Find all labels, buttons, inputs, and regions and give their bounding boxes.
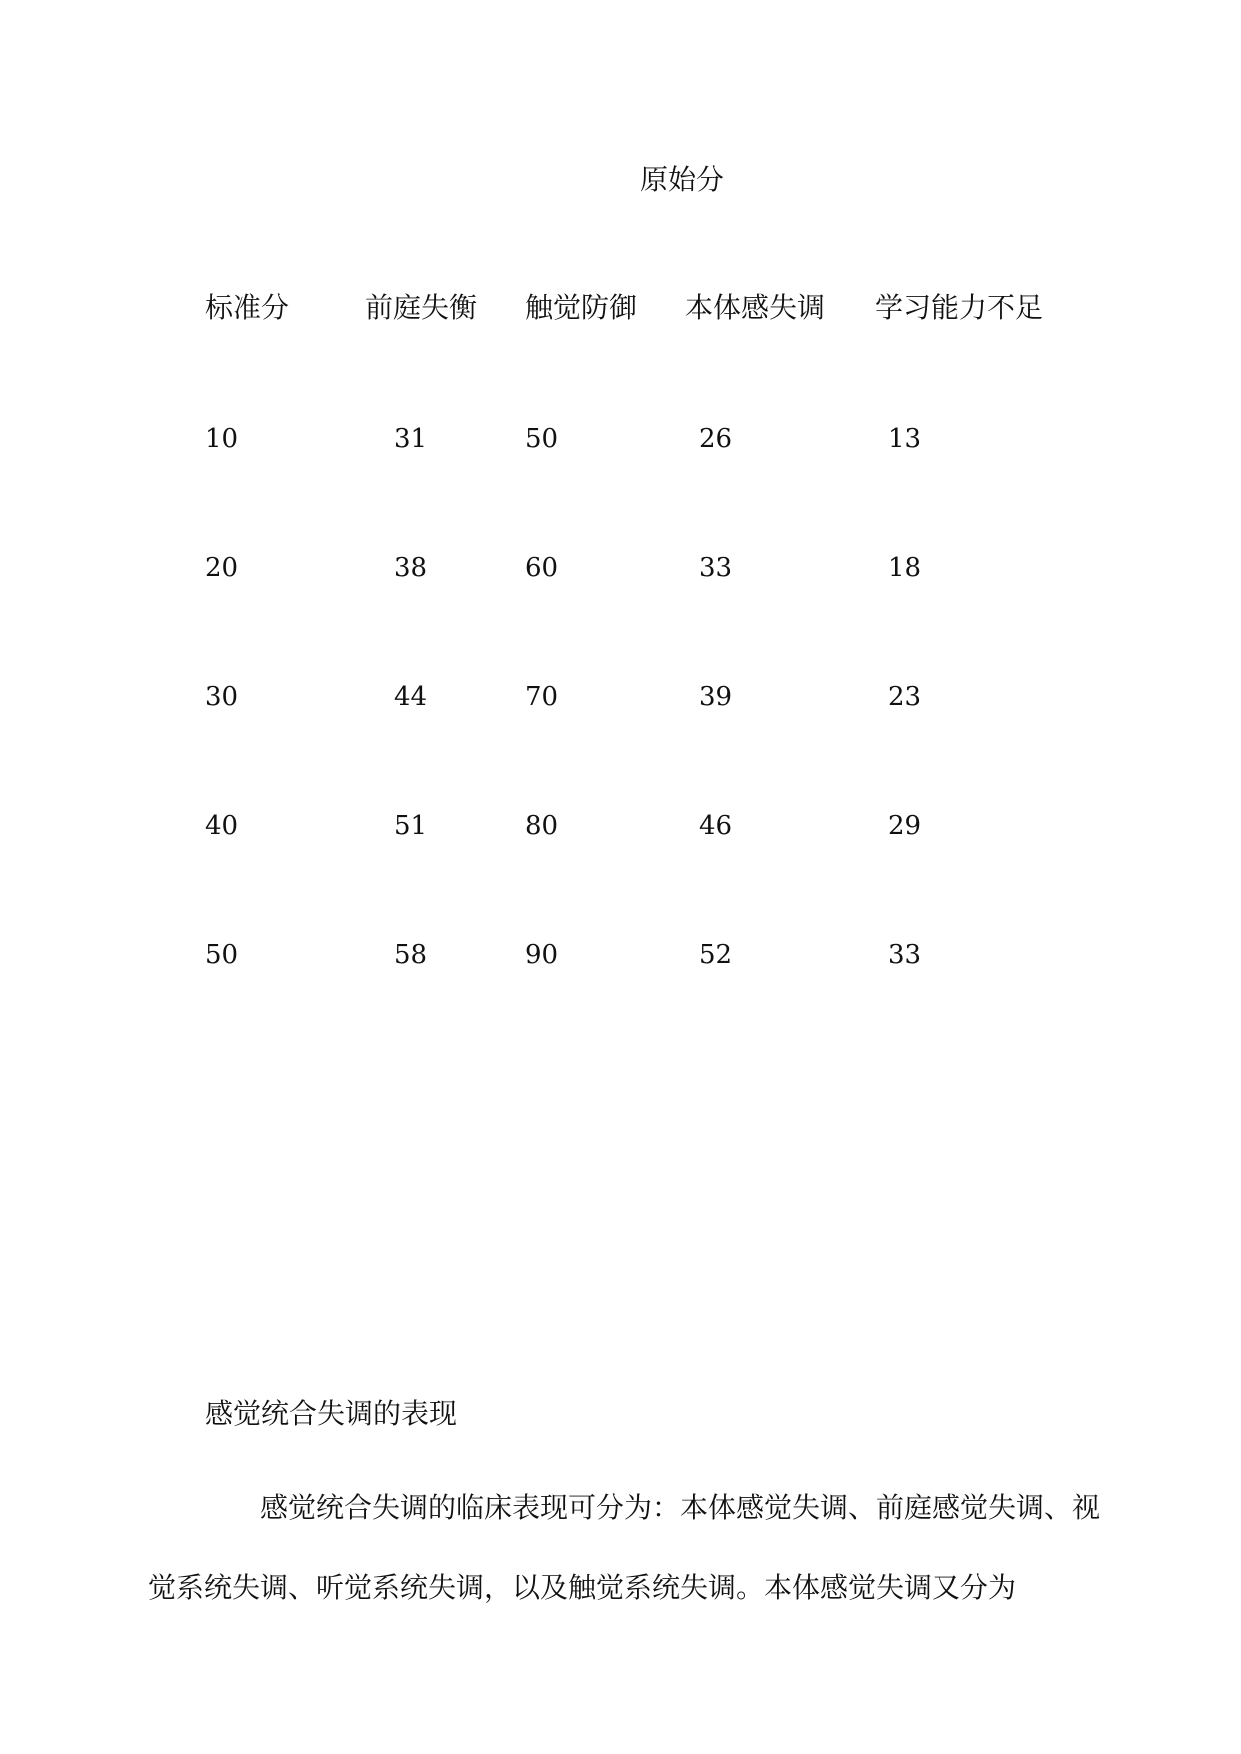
table-cell: 70 [525,682,559,712]
table-cell: 46 [699,811,733,841]
header-proprioceptive-disorder: 本体感失调 [685,291,826,324]
table-cell: 40 [205,811,239,841]
table-cell: 39 [699,682,733,712]
table-cell: 51 [394,811,428,841]
table-cell: 30 [205,682,239,712]
body-paragraph: 感觉统合失调的临床表现可分为：本体感觉失调、前庭感觉失调、视觉系统失调、听觉系统失调，以及触觉系统失调。本体感觉失调又分为 [148,1491,1101,1604]
table-cell: 20 [205,553,239,583]
table-row [0,804,1241,848]
table-row [0,417,1241,461]
table-row [0,675,1241,719]
table-cell: 18 [888,553,922,583]
table-cell: 13 [888,424,922,454]
table-cell: 10 [205,424,239,454]
table-cell: 38 [394,553,428,583]
table-cell: 80 [525,811,559,841]
table-cell: 90 [525,940,559,970]
table-cell: 23 [888,682,922,712]
table-cell: 31 [394,424,428,454]
header-learning-disability: 学习能力不足 [875,291,1044,324]
table-cell: 52 [699,940,733,970]
table-cell: 33 [888,940,922,970]
table-cell: 50 [525,424,559,454]
table-row [0,933,1241,977]
table-cell: 29 [888,811,922,841]
table-cell: 44 [394,682,428,712]
table-cell: 50 [205,940,239,970]
table-caption: 原始分 [640,163,725,196]
table-header-row [0,286,1241,330]
header-tactile-defensiveness: 触觉防御 [525,291,638,324]
header-standard-score: 标准分 [205,291,290,324]
table-cell: 26 [699,424,733,454]
header-vestibular-imbalance: 前庭失衡 [365,291,478,324]
table-cell: 58 [394,940,428,970]
table-cell: 60 [525,553,559,583]
table-row [0,546,1241,590]
section-heading: 感觉统合失调的表现 [205,1397,458,1430]
table-cell: 33 [699,553,733,583]
